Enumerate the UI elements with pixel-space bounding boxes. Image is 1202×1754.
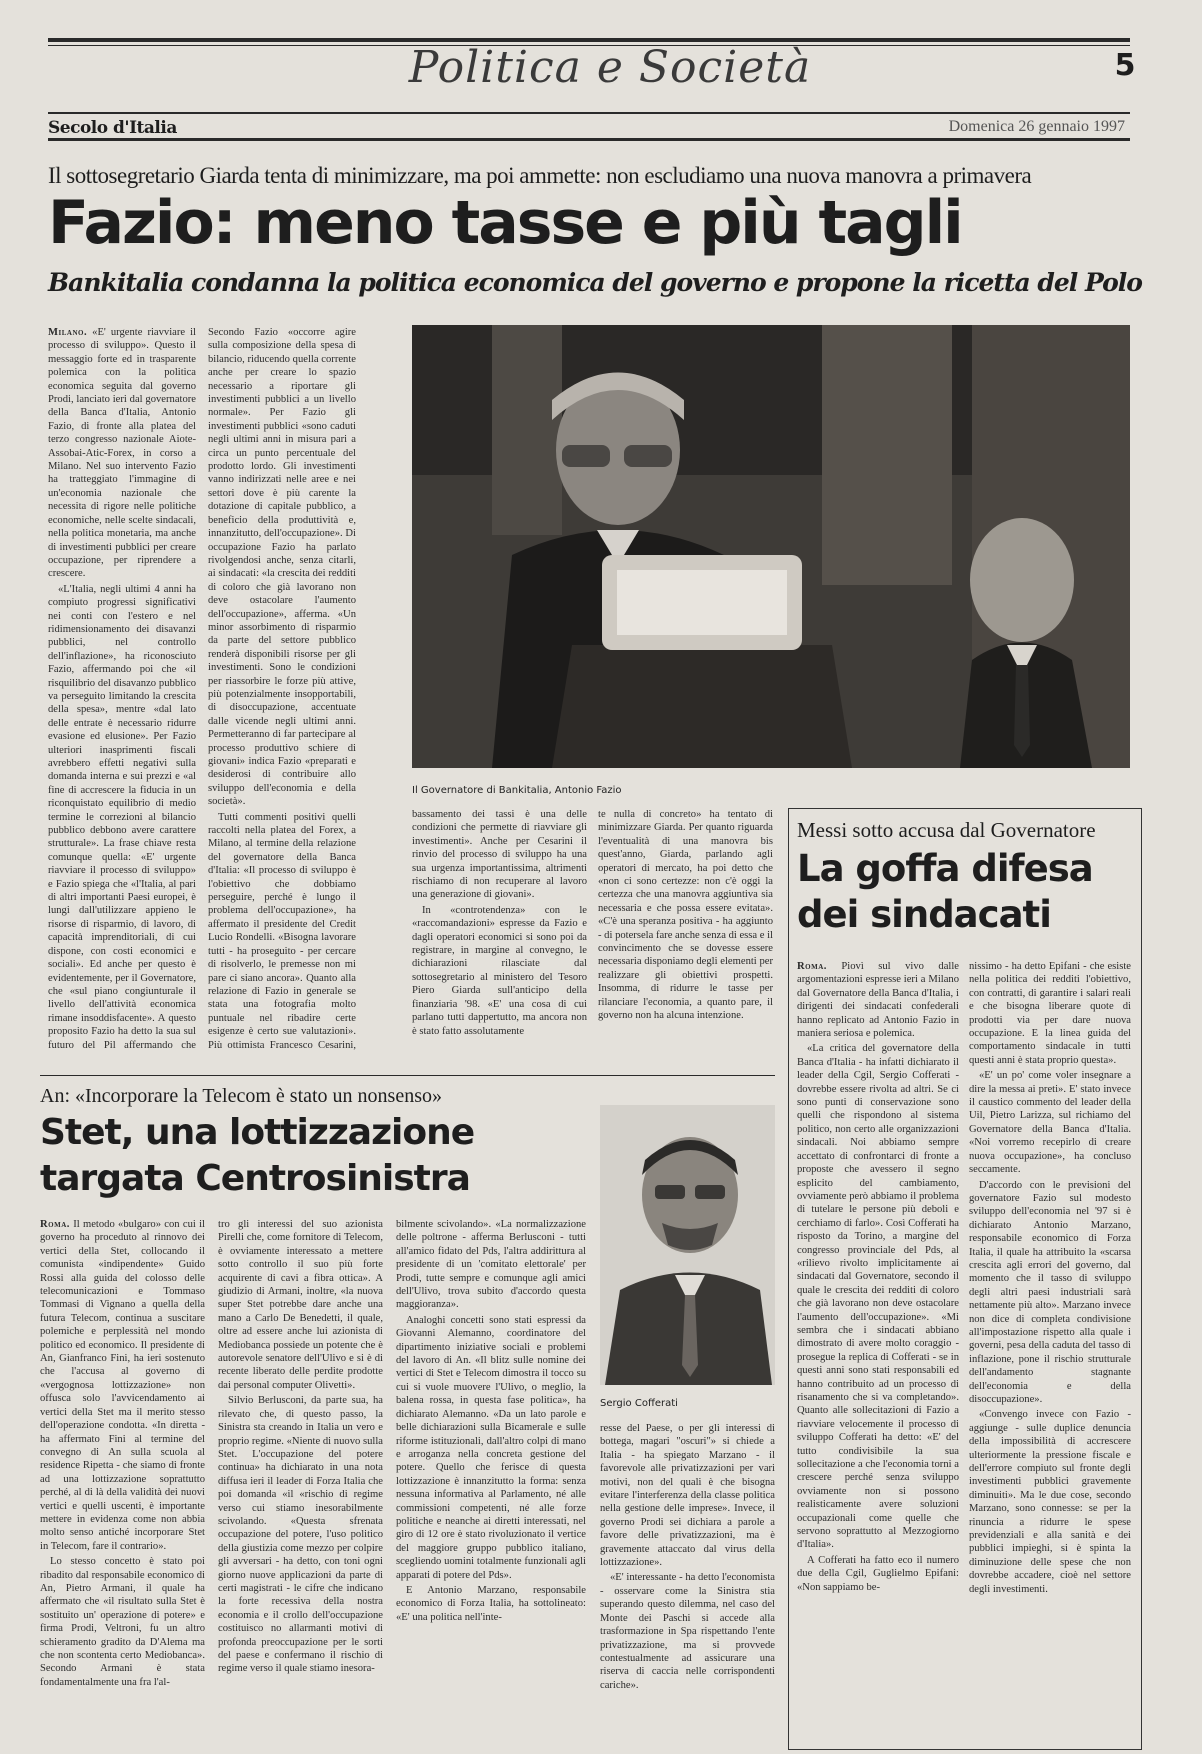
stet-divider-rule <box>40 1075 775 1076</box>
stet-column-1 <box>40 1218 205 1746</box>
lead-column-1 <box>48 326 196 1054</box>
sindacati-col2d-text: «Convengo invece con Fazio - aggiunge - sulle duplice denuncia della impossibilità di accrescere ulteriormente la pressione fiscale e dell'errore compiuto sul fronte degli investimenti pubblici gravemente diminuiti». Ma le due cose, secondo Marzano, sono connesse: se per la rinuncia a ridurre le spese previdenziali e alla sanità e dei pubblici impieghi, si è spinta la diminuzione delle spese che non dovrebbe accadere, cioè nel settore degli investimenti. <box>969 1409 1131 1595</box>
stet-column-4 <box>600 1422 775 1746</box>
lead-col2b-text: Tutti commenti positivi quelli raccolti nella platea del Forex, a Milano, al termine della relazione del governatore della Banca d'Italia: «Il processo di sviluppo è l'obiettivo che dobbiamo perseguire, perché è lungo il problema dell'occupazione», ha affermato il presidente del Credit Lucio Rondelli. «Bisogna lavorare tutti - ha proseguito - per cercare di risolverlo, le premesse non mi pare ci siano ancora». Quanto alla relazione di Fazio in generale se stata una fotografia molto puntuale nel ribadire certe esigenze è certo sue valutazioni». Più ottimista Francesco Cesarini, <box>208 811 356 1051</box>
sindacati-title: La goffa difesa dei sindacati <box>797 847 1093 936</box>
sindacati-kicker: Messi sotto accusa dal Governatore <box>797 818 1096 842</box>
masthead-paper-name: Secolo d'Italia <box>48 118 177 138</box>
lead-col3b-text: In «controtendenza» con le «raccomandazioni» espresse da Fazio e dagli operatori economici si sono poi da registrare, in margine al convegno, le dichiarazioni rilasciate dal sottosegretario al ministero del Tesoro Piero Giarda sull'anticipo della finanziaria '98. «E' una cosa di cui parlano tutti dappertutto, ma ancora non è stato fatto assolutamente <box>412 904 587 1037</box>
lead-col2-text: Secondo Fazio «occorre agire sulla composizione della spesa di bilancio, riducendo quella corrente anche per creare lo spazio necessario a riportare gli investimenti pubblici a un livello normale». Per Fazio gli investimenti pubblici «sono caduti negli ultimi anni in misura pari a circa un punto percentuale del prodotto lordo. Gli investimenti vanno indirizzati nelle aree e nei settori dove è più carente la dotazione di capitale pubblico, a beneficio della produttività e, innanzitutto, dell'occupazione». Di occupazione Fazio ha parlato rivolgendosi anche, senza citarli, ai sindacati: «la crescita dei redditi di coloro che già lavorano non deve ostacolare l'aumento dell'occupazione», afferma. «Un minor assorbimento di risparmio da parte del settore pubblico renderà disponibili risorse per gli investimenti. Sono le condizioni per riassorbire le forze più attive, più potenzialmente insopportabili, di disoccupazione, accentuate dalle vicende negli ultimi anni. Permetteranno di far partecipare al processo produttivo schiere di giovani» indica Fazio «preparati e desiderosi di contribuire allo sviluppo dell'economia e della società». <box>208 327 356 808</box>
stet-column-3 <box>396 1218 586 1746</box>
lead-dateline: Milano. <box>48 327 88 338</box>
sindacati-column-1 <box>797 960 959 1740</box>
stet-col2b-text: Silvio Berlusconi, da parte sua, ha rilevato che, di questo passo, la Sinistra sta creando in Italia un vero e proprio regime. «Niente di nuovo sulla Stet. L'occupazione del potere continua» ha dichiarato in una nota diffusa ieri il leader di Forza Italia che poi domanda «il «rischio di regime verso cui stiamo inesorabilmente scivolando. «Questa sfrenata occupazione del potere, l'uso politico della giustizia come mezzo per colpire gli avversari - ha detto, con toni ogni giorno nuove applicazioni da parte di certi magistrati - le cifre che indicano la forte recessiva della nostra economia e il crollo dell'occupazione costituisco no allarmanti motivi di profonda preoccupazione per le sorti del paese e confermano il rischio di regime verso il quale stiamo inesora- <box>218 1395 383 1675</box>
stet-col3c-text: E Antonio Marzano, responsabile economico di Forza Italia, ha sottolineato: «E' una politica nell'inte- <box>396 1584 586 1623</box>
sindacati-col1-text: Piovì sul vivo dalle argomentazioni espresse ieri a Milano dal Governatore della Banca d'Italia, i dirigenti dei sindacati confederali hanno replicato ad Antonio Fazio in maniera seriosa e polemica. <box>797 961 959 1040</box>
stet-dateline: Roma. <box>40 1219 70 1230</box>
lead-subhead: Bankitalia condanna la politica economica del governo e propone la ricetta del Polo <box>48 268 1142 297</box>
sindacati-col2c-text: D'accordo con le previsioni del governatore Fazio sul modesto sviluppo dell'economia nel '97 si è dichiarato Antonio Marzano, responsabile economico di Forza Italia, il quale ha attribuito la «scarsa crescita agli errori del governo, dal momento che il tasso di sviluppo degli altri paesi industriali sarà nettamente più alto». Marzano invece non dice di completa condivisione all'impostazione rispetto alla quale i governi, pesa della caduta del tasso di inflazione, pone il rischio strutturale dell'andamento stagnante dell'economia e della disoccupazione». <box>969 1179 1131 1405</box>
fazio-photo-caption: Il Governatore di Bankitalia, Antonio Fazio <box>412 785 622 796</box>
stet-col1b-text: Lo stesso concetto è stato poi ribadito dal responsabile economico di An, Pietro Armani, il quale ha affermato che «il risultato sulla Stet è sostituito un' operazione di potere» e firma Prodi, Veltroni, fu un altro schieramento gradito da D'Alema ma che non scontenta certo Mediobanca». Secondo Armani è stata fondamentalmente una fra l'al- <box>40 1556 205 1688</box>
stet-column-2 <box>218 1218 383 1746</box>
lead-col1-text: «E' urgente riavviare il processo di sviluppo». Questo il messaggio forte ed in trasparente polemica con la politica economica seguita dal governo Prodi, lanciato ieri dal governatore della Banca d'Italia, Antonio Fazio, di fronte alla platea del terzo congresso nazionale Aiote-Assobai-Atic-Forex, in corso a Milano. Nel suo intervento Fazio ha tratteggiato l'immagine di un'economia nazionale che necessita di rigore nelle politiche economiche, nelle scelte sindacali, nella politica monetaria, ma anche di investimenti pubblici per creare occupazione, per riprendere a crescere. <box>48 327 196 580</box>
lead-column-2 <box>208 326 356 1054</box>
sindacati-col1b-text: «La critica del governatore della Banca d'Italia - ha infatti dichiarato il leader della Cgil, Sergio Cofferati - dovrebbe essere rivolta ad altri. Se ci sono punti di conservazione sono quelli che rispondono al sistema politico, non certo alle organizzazioni sindacali. Noi abbiamo sempre accettato di confrontarci di fronte a proposte che avessero il segno esplicito del cambiamento, ovviamente però abbiamo il problema di tutelare le persone più deboli e cerchiamo di farlo». Così Cofferati ha risposto da Torino, a margine del congresso provinciale del Pds, al «rilievo rivolto implicitamente ai sindacati dal Governatore, secondo il quale le crescita dei redditi di coloro che già lavorano non deve ostacolare l'aumento dell'occupazione». «Mi sembra che i sindacati abbiano dimostrato di avere molto coraggio - prosegue la replica di Cofferati - se in questi anni sono stati responsabili ed hanno contribuito ad un processo di risanamento che si va completando». Quanto alle sollecitazioni di Fazio a riavviare velocemente il processo di sviluppo Cofferati ha detto: «E' del tutto condivisibile la sua sollecitazione a che l'economia torni a crescere perché senza sviluppo ovviamente non si possono realisticamente avere soluzioni occupazionali come quelle che servono soprattutto al Mezzogiorno d'Italia». <box>797 1043 959 1551</box>
cofferati-photo-caption: Sergio Cofferati <box>600 1398 678 1409</box>
masthead-date: Domenica 26 gennaio 1997 <box>948 118 1125 135</box>
stet-col3b-text: Analoghi concetti sono stati espressi da Giovanni Alemanno, coordinatore del dipartimento iniziative sociali e problemi del lavoro di An. «Il blitz sulle nomine dei vertici di Stet e Telecom dimostra il tocco su cui si vuole muovere l'Ulivo, o meglio, la balena rossa, in questa fase politica», ha dichiarato Alemanno. «Da un lato parole e belle dichiarazioni sulla Bicamerale e sulle riforme istituzionali, dall'altro colpi di mano e arroganza nella concreta gestione del potere. Quello che ferisce di questa lottizzazione è innanzitutto la forma: senza nessuna informativa al Parlamento, né alle commissioni competenti, né alle forze politiche e neanche ai diretti interessati, nel giro di 12 ore è stato rivoluzionato il vertice del maggiore gruppo pubblico italiano, scegliendo uomini totalmente funzionali agli apparati di potere del Pds». <box>396 1314 586 1581</box>
masthead-rule-top <box>48 112 1130 114</box>
fazio-photo <box>412 325 1130 768</box>
sindacati-col2-text: nissimo - ha detto Epifani - che esiste nella politica dei redditi l'obiettivo, con contratti, di garantire i salari reali e che bisogna liberare quote di prodotti via per dare nuova occupazione. E la linea guida del comportamento sindacale in tutti questi anni è stata proprio questa». <box>969 961 1131 1066</box>
section-title: Politica e Società <box>408 42 812 93</box>
lead-col1b-text: «L'Italia, negli ultimi 4 anni ha compiuto progressi significativi nei conti con l'estero e nel ridimensionamento dei disavanzi pubblici, nel controllo dell'inflazione», ha riconosciuto Fazio, affermando poi che «il risquilibrio del disavanzo pubblico va perseguito limitando la crescita della spesa», mentre «dal lato delle entrate è necessario ridurre evasione ed elusione». Per Fazio ulteriori inasprimenti fiscali avrebbero effetti negativi sulla domanda interna e sui prezzi e «al fine di accrescere la fiducia in un riconquistato equilibrio di medio termine le correzioni al bilancio pubblico debbono avere carattere strutturale». La frase chiave resta comunque quella: «E' urgente riavviare il processo di sviluppo» e Fazio spiega che «l'Italia, al pari di altri importanti Paesi europei, è lungi dall'utilizzare appieno le risorse di risparmio, di lavoro, di capacità imprenditoriali, di cui dispone, con costi economici e sociali». Ed anche per questo è evidentemente, per il Governatore, che «sul piano congiunturale il livello dell'attività economica rimane insoddisfacente». A questo proposito Fazio ha detto la sua sul futuro del Pil affermando che <box>48 583 196 1051</box>
lead-column-4 <box>598 808 773 1058</box>
lead-kicker: Il sottosegretario Giarda tenta di minimizzare, ma poi ammette: non escludiamo una nuova manovra a primavera <box>48 163 1032 188</box>
stet-col4-text: resse del Paese, o per gli interessi di bottega, magari "oscuri"» si chiede a Italia - ha spiegato Marzano - il favorevole alle privatizzazioni per vari motivi, non del quali è che bisogna evitare l'interferenza della classe politica nella gestione delle imprese». Invece, il governo Prodi sei dichiara a parole a favore delle privatizzazioni, ma è gravemente attaccato dal virus della lottizzazione». <box>600 1423 775 1569</box>
stet-col3-text: bilmente scivolando». «La normalizzazione delle poltrone - afferma Berlusconi - tutti all'amico fidato del Pds, l'altra addirittura al presidente di un 'comitato elettorale' per Prodi, tutte sempre e comunque agli amici dell'Ulivo, trova subito d'accordo questa maggioranza». <box>396 1219 586 1311</box>
stet-col4b-text: «E' interessante - ha detto l'economista - osservare come la Sinistra stia superando questo dilemma, nel caso del Monte dei Paschi si accede alla trasformazione in Spa rispettando l'ente privatizzazione, ma si provvede contestualmente ad assicurare una riserva di caccia nelle corrispondenti cariche». <box>600 1572 775 1691</box>
lead-col4-text: te nulla di concreto» ha tentato di minimizzare Giarda. Per quanto riguarda l'eventualità di una manovra bis quest'anno, Giarda, parlando agli operatori di mercato, ha poi detto che «non ci sono certezze: non c'è oggi la certezza che una manovra aggiuntiva sia necessaria e che possa essere evitata». «C'è una speranza positiva - ha aggiunto - di potersela fare anche senza di essa e il convincimento che se dovesse essere necessaria disponiamo degli elementi per realizzare gli obiettivi prospetti. Insomma, di ridurre le tasse per rilanciare l'economia, a quanto pare, il governo non ha alcuna intenzione. <box>598 809 773 1022</box>
page-number: 5 <box>1114 48 1136 83</box>
lead-col3-text: bassamento dei tassi è una delle condizioni che permette di riavviare gli investimenti». Anche per Cesarini il rinvio del processo di sviluppo ha una sua urgenza importantissima, altrimenti rischiamo di non recuperare al lavoro una generazione di giovani». <box>412 809 587 901</box>
stet-col2-text: tro gli interessi del suo azionista Pirelli che, come fornitore di Telecom, è ovviamente interessato a mettere sotto controllo il suo più forte acquirente di cavi a fibra ottica». A giudizio di Armani, inoltre, «la nuova super Stet potrebbe dare anche una mano a Carlo De Benedetti, il quale, oltre ad essere anche lui azionista di Mediobanca possiede un potente che è autorevole senatore dell'Ulivo e si è di recente liberato delle perdite prodotte dai personal computer Olivetti». <box>218 1219 383 1391</box>
stet-title: Stet, una lottizzazione targata Centrosinistra <box>40 1112 475 1199</box>
lead-headline: Fazio: meno tasse e più tagli <box>48 188 962 258</box>
sindacati-col1c-text: A Cofferati ha fatto eco il numero due della Cgil, Guglielmo Epifani: «Non sappiamo be- <box>797 1554 959 1593</box>
cofferati-photo <box>600 1105 775 1385</box>
sindacati-dateline: Roma. <box>797 961 827 972</box>
lead-column-3 <box>412 808 587 1058</box>
stet-col1-text: Il metodo «bulgaro» con cui il governo ha proceduto al rinnovo dei vertici della Stet, collocando il comunista «indipendente» Guido Rossi alla guida del colosso delle telecomunicazioni e Tommaso Tommasi di Vignano a quella della futura Telecom, continua a suscitare polemiche e perplessità nel mondo politico ed economico. Il presidente di An, Gianfranco Fini, ha ieri sostenuto che l'accusa al governo di «vergognosa lottizzazione» non offusca solo l'avvicendamento ai vertici della Stet ma il merito stesso dell'operazione condotta. «In diretta - ha affermato Fini al termine del convegno di An sulla scuola al residence Ripetta - che siamo di fronte ad una lottizzazione soprattutto perché, al di là della validità dei nuovi vertici e quelli uscenti, è importante mettere in evidenza come non abbia molto senso antiché incorporare Stet in Telecom, fare il contrario». <box>40 1219 205 1552</box>
masthead-rule-bottom <box>48 138 1130 141</box>
sindacati-column-2 <box>969 960 1131 1740</box>
stet-kicker: An: «Incorporare la Telecom è stato un nonsenso» <box>40 1085 443 1107</box>
sindacati-col2b-text: «E' un po' come voler insegnare a dire la messa ai preti». E' stato invece il caustico commento del leader della Uil, Pietro Larizza, sul richiamo del Governatore della Banca d'Italia. «Noi vorremo recepirlo di creare nuova occupazione», ha concluso seccamente. <box>969 1070 1131 1176</box>
